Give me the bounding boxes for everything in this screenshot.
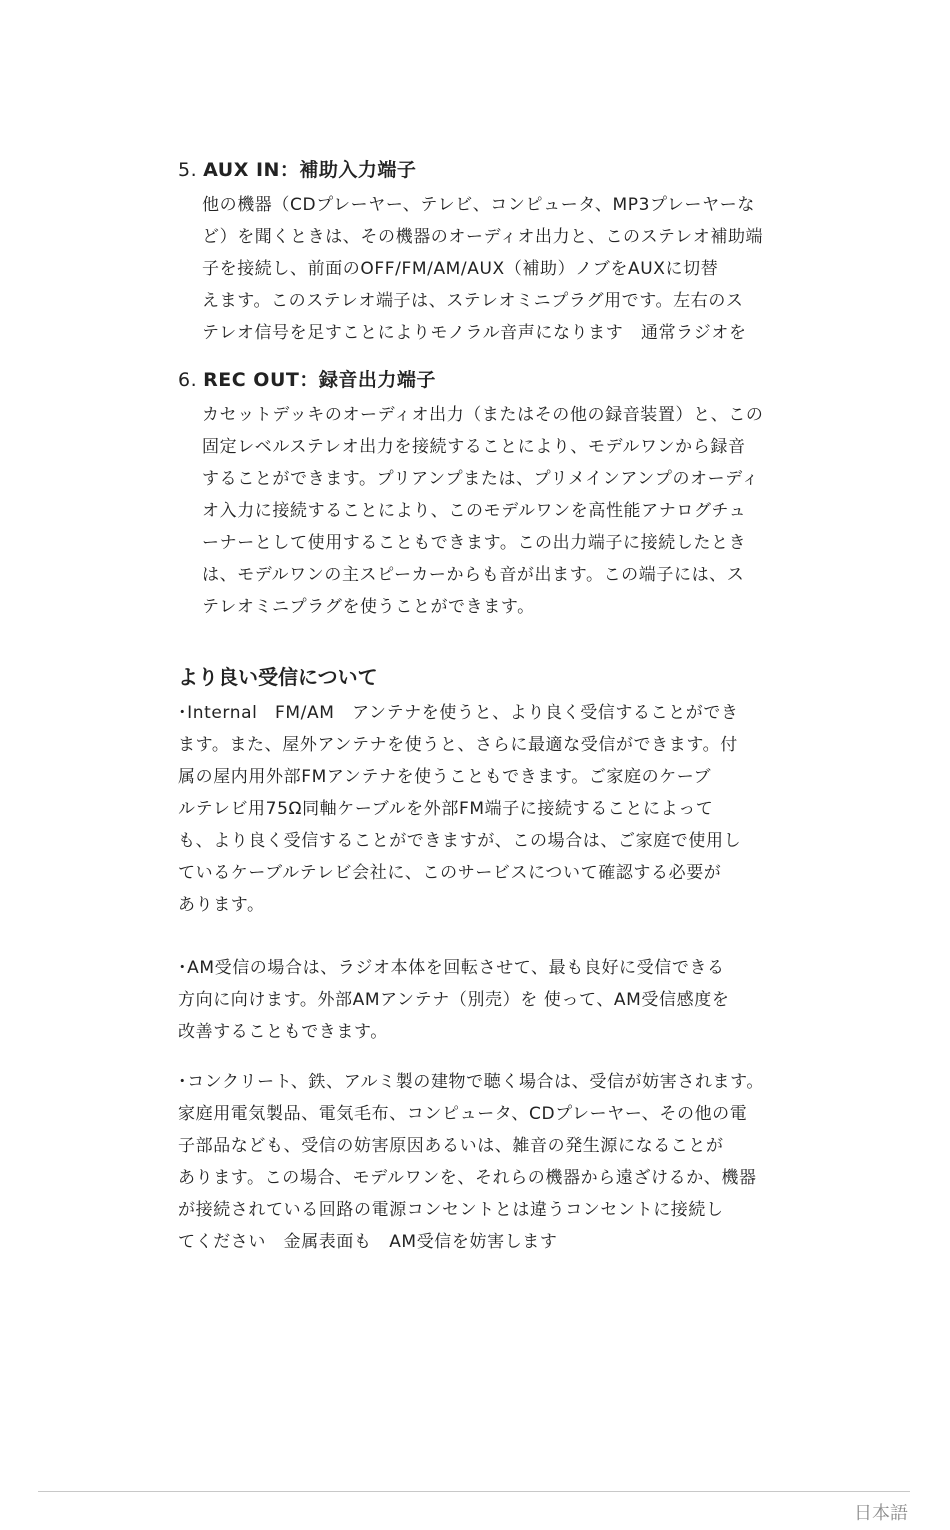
body-line: ます。また、屋外アンテナを使うと、さらに最適な受信ができます。付 bbox=[178, 735, 738, 755]
body-line: えます。このステレオ端子は、ステレオミニプラグ用です。左右のス bbox=[202, 291, 744, 311]
body-line: テレオ信号を足すことによりモノラル音声になります 通常ラジオを bbox=[202, 323, 747, 343]
body-line: 子を接続し、前面のOFF/FM/AM/AUX（補助）ノブをAUXに切替 bbox=[202, 259, 719, 279]
body-line: 改善することもできます。 bbox=[178, 1022, 388, 1042]
body-line: カセットデッキのオーディオ出力（またはその他の録音装置）と、この bbox=[202, 405, 764, 425]
body-line: ーナーとして使用することもできます。この出力端子に接続したとき bbox=[202, 533, 747, 553]
item-rec-out-heading bbox=[178, 368, 778, 392]
body-line: 他の機器（CDプレーヤー、テレビ、コンピュータ、MP3プレーヤーな bbox=[202, 195, 755, 215]
body-line: ルテレビ用75Ω同軸ケーブルを外部FM端子に接続することによって bbox=[178, 799, 714, 819]
body-line: あります。 bbox=[178, 895, 265, 915]
item-rec-out bbox=[178, 368, 778, 623]
body-line: も、より良く受信することができますが、この場合は、ご家庭で使用し bbox=[178, 831, 742, 851]
reception-paragraph-am bbox=[178, 952, 778, 1048]
body-line: 子部品なども、受信の妨害原因あるいは、雑音の発生源になることが bbox=[178, 1136, 724, 1156]
body-line: ･コンクリート、鉄、アルミ製の建物で聴く場合は、受信が妨害されます。 bbox=[178, 1072, 764, 1092]
body-line: 固定レベルステレオ出力を接続することにより、モデルワンから録音 bbox=[202, 437, 746, 457]
body-line: 方向に向けます。外部AMアンテナ（別売）を 使って、AM受信感度を bbox=[178, 990, 730, 1010]
item-number: 6. bbox=[178, 369, 198, 391]
item-aux-in-body bbox=[202, 189, 782, 349]
item-number: 5. bbox=[178, 159, 198, 181]
body-line: あります。この場合、モデルワンを、それらの機器から遠ざけるか、機器 bbox=[178, 1168, 757, 1188]
body-line: ているケーブルテレビ会社に、このサービスについて確認する必要が bbox=[178, 863, 722, 883]
item-aux-in bbox=[178, 158, 778, 349]
body-line: ど）を聞くときは、その機器のオーディオ出力と、このステレオ補助端 bbox=[202, 227, 764, 247]
footer-divider bbox=[38, 1491, 910, 1492]
item-title: AUX IN：補助入力端子 bbox=[203, 159, 417, 181]
body-line: が接続されている回路の電源コンセントとは違うコンセントに接続し bbox=[178, 1200, 724, 1220]
section-title-reception: より良い受信について bbox=[178, 665, 378, 689]
body-line: することができます。プリアンプまたは、プリメインアンプのオーディ bbox=[202, 469, 760, 489]
body-line: てください 金属表面も AM受信を妨害します bbox=[178, 1232, 558, 1252]
body-line: ･AM受信の場合は、ラジオ本体を回転させて、最も良好に受信できる bbox=[178, 958, 725, 978]
body-line: 属の屋内用外部FMアンテナを使うこともできます。ご家庭のケーブ bbox=[178, 767, 712, 787]
item-rec-out-body bbox=[202, 399, 782, 623]
body-line: 家庭用電気製品、電気毛布、コンピュータ、CDプレーヤー、その他の電 bbox=[178, 1104, 748, 1124]
body-line: テレオミニプラグを使うことができます。 bbox=[202, 597, 535, 617]
body-line: は、モデルワンの主スピーカーからも音が出ます。この端子には、ス bbox=[202, 565, 745, 585]
item-aux-in-heading bbox=[178, 158, 778, 182]
item-title: REC OUT：録音出力端子 bbox=[203, 369, 436, 391]
body-line: オ入力に接続することにより、このモデルワンを高性能アナログチュ bbox=[202, 501, 747, 521]
reception-paragraph-interference bbox=[178, 1066, 778, 1258]
footer-language-label: 日本語 bbox=[854, 1503, 908, 1524]
reception-paragraph-antenna bbox=[178, 697, 778, 921]
body-line: ･Internal FM/AM アンテナを使うと、より良く受信することができ bbox=[178, 703, 739, 723]
